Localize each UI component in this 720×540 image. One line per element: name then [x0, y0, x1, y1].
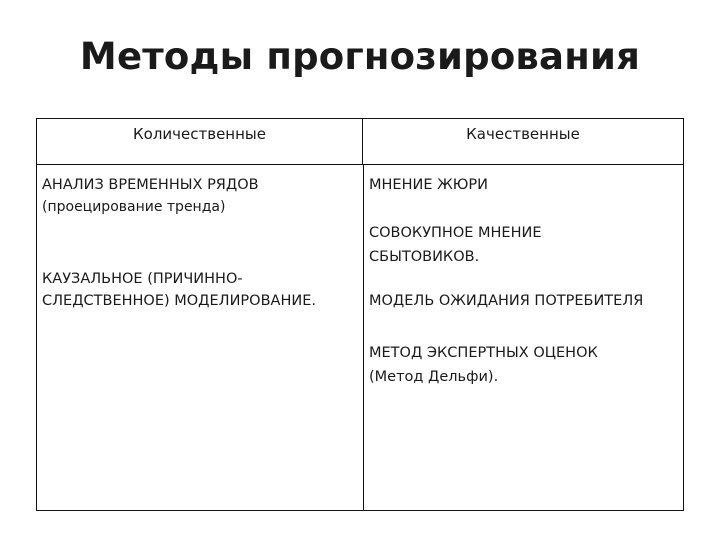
quantitative-method-time-series-note: (проецирование тренда): [42, 199, 226, 215]
quantitative-method-time-series: АНАЛИЗ ВРЕМЕННЫХ РЯДОВ: [42, 177, 259, 193]
quantitative-method-causal-line2: СЛЕДСТВЕННОЕ) МОДЕЛИРОВАНИЕ.: [42, 293, 316, 309]
quantitative-method-causal-line1: КАУЗАЛЬНОЕ (ПРИЧИННО-: [42, 271, 243, 287]
qualitative-method-salesforce-line2: СБЫТОВИКОВ.: [369, 249, 480, 265]
qualitative-method-jury-opinion: МНЕНИЕ ЖЮРИ: [369, 177, 488, 193]
column-divider: [363, 165, 364, 510]
qualitative-method-expert-line2: (Метод Дельфи).: [369, 369, 499, 385]
forecasting-methods-table: [36, 118, 684, 511]
qualitative-method-salesforce-line1: СОВОКУПНОЕ МНЕНИЕ: [369, 225, 542, 241]
qualitative-method-expert-line1: МЕТОД ЭКСПЕРТНЫХ ОЦЕНОК: [369, 345, 598, 361]
slide-title: Методы прогнозирования: [79, 35, 641, 78]
qualitative-method-consumer-expectation: МОДЕЛЬ ОЖИДАНИЯ ПОТРЕБИТЕЛЯ: [369, 293, 644, 309]
header-quantitative: Количественные: [37, 119, 363, 165]
header-qualitative: Качественные: [363, 119, 683, 165]
